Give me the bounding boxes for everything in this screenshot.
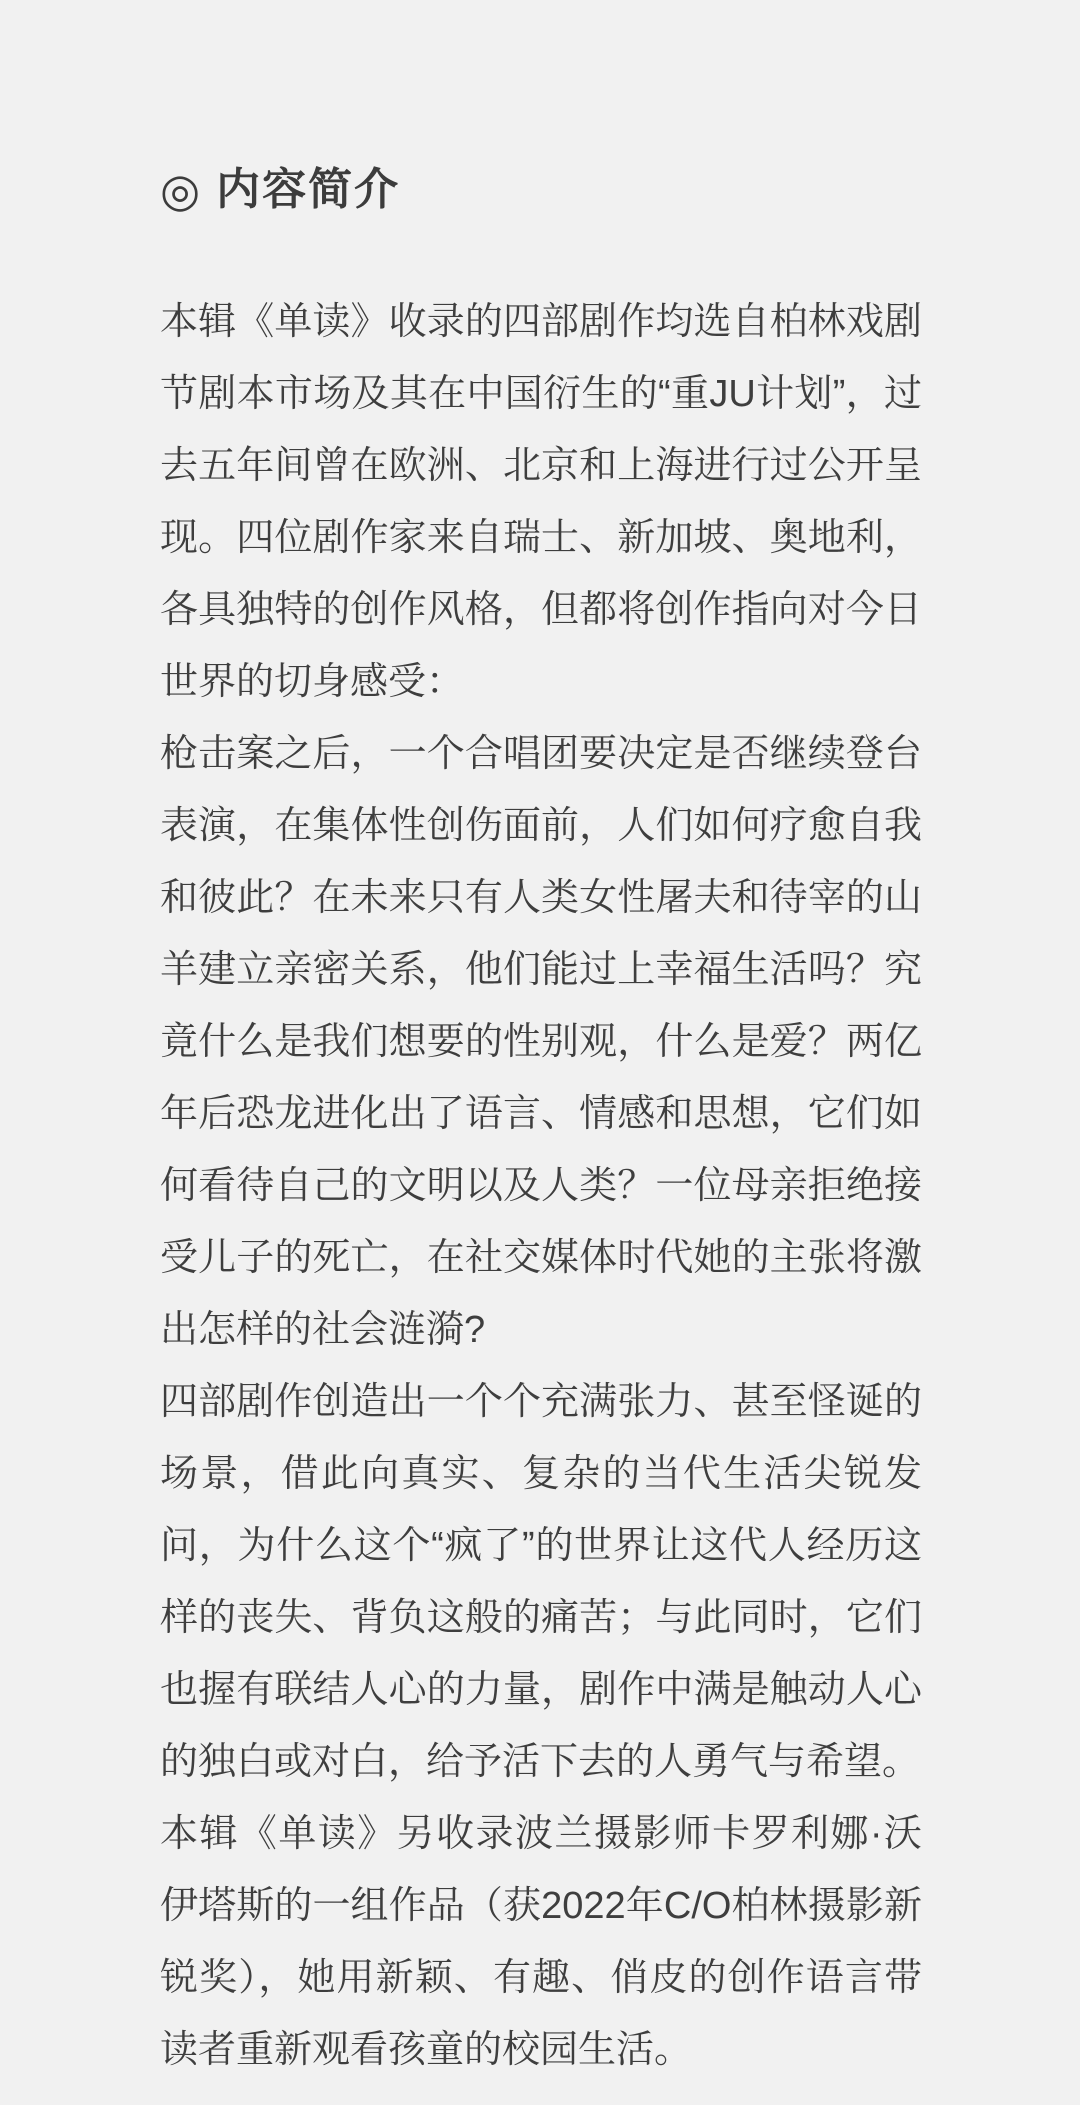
- paragraph-4: 本辑《单读》另收录波兰摄影师卡罗利娜·沃伊塔斯的一组作品（获2022年C/O柏林摄影新锐奖），她用新颖、有趣、俏皮的创作语言带读者重新观看孩童的校园生活。: [160, 1813, 922, 2071]
- article-body: [160, 286, 922, 2086]
- paragraph-3: 四部剧作创造出一个个充满张力、甚至怪诞的场景，借此向真实、复杂的当代生活尖锐发问，为什么这个“疯了”的世界让这代人经历这样的丧失、背负这般的痛苦；与此同时，它们也握有联结人心的力量，剧作中满是触动人心的独白或对白，给予活下去的人勇气与希望。: [160, 1381, 922, 1783]
- section-heading-title: 内容简介: [216, 165, 401, 214]
- paragraph-2: 枪击案之后，一个合唱团要决定是否继续登台表演，在集体性创伤面前，人们如何疗愈自我和彼此？在未来只有人类女性屠夫和待宰的山羊建立亲密关系，他们能过上幸福生活吗？究竟什么是我们想要的性别观，什么是爱？两亿年后恐龙进化出了语言、情感和思想，它们如何看待自己的文明以及人类？一位母亲拒绝接受儿子的死亡，在社交媒体时代她的主张将激出怎样的社会涟漪?: [160, 733, 922, 1351]
- ring-bullet-icon: ◎: [160, 164, 201, 216]
- section-heading: [160, 162, 922, 218]
- paragraph-1: 本辑《单读》收录的四部剧作均选自柏林戏剧节剧本市场及其在中国衍生的“重JU计划”，过去五年间曾在欧洲、北京和上海进行过公开呈现。四位剧作家来自瑞士、新加坡、奥地利，各具独特的创作风格，但都将创作指向对今日世界的切身感受：: [160, 301, 922, 703]
